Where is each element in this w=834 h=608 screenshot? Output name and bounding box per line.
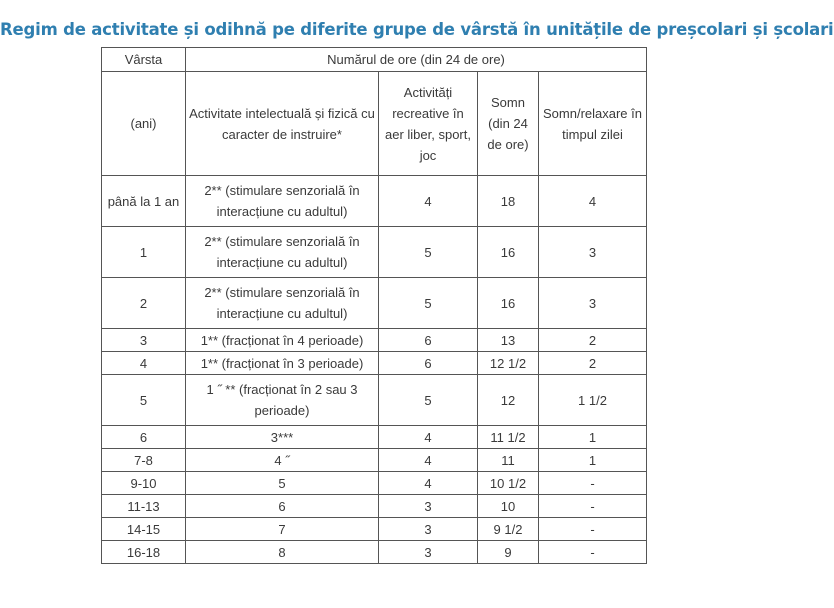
cell-recreative: 6: [379, 352, 478, 375]
subheader-activitate: Activitate intelectuală și fizică cu caracter de instruire*: [186, 72, 379, 176]
table-row: [102, 176, 647, 227]
subheader-relaxare: Somn/relaxare în timpul zilei: [539, 72, 647, 176]
cell-activitate: 2** (stimulare senzorială în interacțiune cu adultul): [186, 176, 379, 227]
cell-activitate: 1** (fracționat în 4 perioade): [186, 329, 379, 352]
cell-relaxare: -: [539, 518, 647, 541]
table-row: [102, 518, 647, 541]
cell-recreative: 4: [379, 176, 478, 227]
page-title: Regim de activitate și odihnă pe diferite grupe de vârstă în unitățile de preșcolari și școlari: [0, 20, 834, 39]
cell-activitate: 5: [186, 472, 379, 495]
table-row: [102, 541, 647, 564]
cell-varsta: 9-10: [102, 472, 186, 495]
cell-relaxare: 1: [539, 426, 647, 449]
cell-varsta: 1: [102, 227, 186, 278]
cell-somn: 11 1/2: [478, 426, 539, 449]
table-header-row: [102, 48, 647, 72]
cell-varsta: 7-8: [102, 449, 186, 472]
cell-relaxare: -: [539, 495, 647, 518]
cell-recreative: 3: [379, 495, 478, 518]
cell-recreative: 4: [379, 472, 478, 495]
cell-relaxare: 1 1/2: [539, 375, 647, 426]
cell-activitate: 4 ˝: [186, 449, 379, 472]
cell-somn: 12 1/2: [478, 352, 539, 375]
cell-somn: 9: [478, 541, 539, 564]
cell-somn: 13: [478, 329, 539, 352]
cell-activitate: 2** (stimulare senzorială în interacțiune cu adultul): [186, 278, 379, 329]
cell-activitate: 1 ˝ ** (fracționat în 2 sau 3 perioade): [186, 375, 379, 426]
cell-relaxare: 3: [539, 278, 647, 329]
header-varsta: Vârsta: [102, 48, 186, 72]
cell-somn: 16: [478, 227, 539, 278]
cell-somn: 18: [478, 176, 539, 227]
cell-activitate: 2** (stimulare senzorială în interacțiune cu adultul): [186, 227, 379, 278]
cell-recreative: 5: [379, 375, 478, 426]
cell-relaxare: 2: [539, 329, 647, 352]
cell-recreative: 5: [379, 278, 478, 329]
cell-recreative: 4: [379, 426, 478, 449]
cell-relaxare: -: [539, 472, 647, 495]
table-row: [102, 278, 647, 329]
cell-varsta: 11-13: [102, 495, 186, 518]
table-row: [102, 426, 647, 449]
cell-relaxare: 2: [539, 352, 647, 375]
cell-somn: 10: [478, 495, 539, 518]
cell-recreative: 5: [379, 227, 478, 278]
header-numarul-de-ore: Numărul de ore (din 24 de ore): [186, 48, 647, 72]
cell-relaxare: 3: [539, 227, 647, 278]
cell-varsta: 14-15: [102, 518, 186, 541]
cell-varsta: 16-18: [102, 541, 186, 564]
table-row: [102, 495, 647, 518]
table-subheader-row: [102, 72, 647, 176]
cell-recreative: 3: [379, 518, 478, 541]
cell-varsta: 4: [102, 352, 186, 375]
cell-varsta: până la 1 an: [102, 176, 186, 227]
cell-activitate: 1** (fracționat în 3 perioade): [186, 352, 379, 375]
cell-recreative: 4: [379, 449, 478, 472]
cell-recreative: 3: [379, 541, 478, 564]
cell-relaxare: 1: [539, 449, 647, 472]
subheader-ani: (ani): [102, 72, 186, 176]
table-row: [102, 227, 647, 278]
table-row: [102, 352, 647, 375]
cell-varsta: 5: [102, 375, 186, 426]
subheader-recreative: Activități recreative în aer liber, sport, joc: [379, 72, 478, 176]
cell-somn: 11: [478, 449, 539, 472]
subheader-somn: Somn (din 24 de ore): [478, 72, 539, 176]
regim-table: [101, 47, 647, 564]
cell-varsta: 2: [102, 278, 186, 329]
table-row: [102, 329, 647, 352]
cell-relaxare: 4: [539, 176, 647, 227]
cell-somn: 16: [478, 278, 539, 329]
cell-activitate: 6: [186, 495, 379, 518]
cell-recreative: 6: [379, 329, 478, 352]
cell-relaxare: -: [539, 541, 647, 564]
table-row: [102, 449, 647, 472]
table-row: [102, 472, 647, 495]
cell-somn: 12: [478, 375, 539, 426]
table-row: [102, 375, 647, 426]
cell-activitate: 3***: [186, 426, 379, 449]
cell-varsta: 6: [102, 426, 186, 449]
cell-activitate: 8: [186, 541, 379, 564]
cell-somn: 9 1/2: [478, 518, 539, 541]
cell-activitate: 7: [186, 518, 379, 541]
cell-varsta: 3: [102, 329, 186, 352]
cell-somn: 10 1/2: [478, 472, 539, 495]
